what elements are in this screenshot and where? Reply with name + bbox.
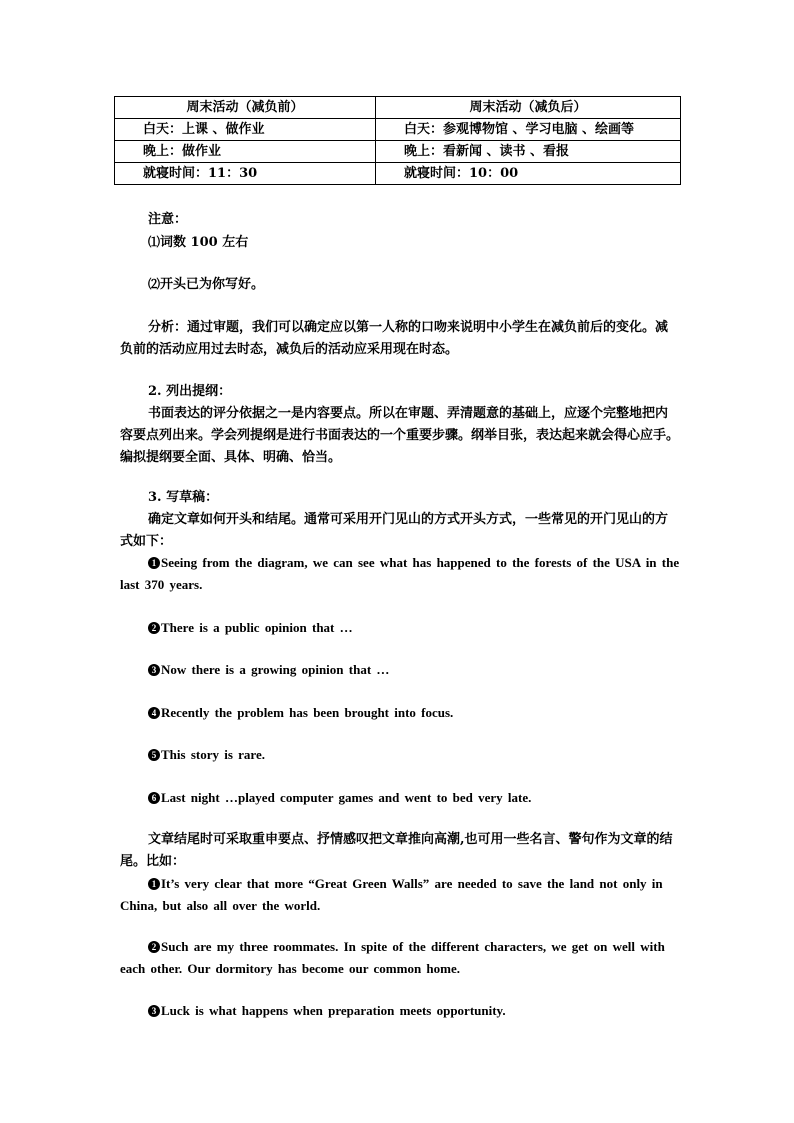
table-cell: 晚上：看新闻 、读书 、看报 xyxy=(376,141,681,163)
example-text: Now there is a growing opinion that … xyxy=(161,662,390,677)
note-number: ⑵ xyxy=(148,277,161,291)
opening-example xyxy=(120,787,680,809)
circled-number: 2 xyxy=(148,622,160,634)
example-text: It’s very clear that more “Great Green Walls” are needed to save the land not only in China, but also all over the world. xyxy=(120,876,663,913)
example-text: Such are my three roommates. In spite of the different characters, we get on well with each other. Our dormitory has become our common home. xyxy=(120,939,665,976)
example-text: Luck is what happens when preparation meets opportunity. xyxy=(161,1003,506,1018)
table-header-cell: 周末活动（减负前） xyxy=(115,97,376,119)
example-text: There is a public opinion that … xyxy=(161,620,353,635)
opening-example xyxy=(120,744,680,766)
example-text: Seeing from the diagram, we can see what has happened to the forests of the USA in the last 370 years. xyxy=(120,555,680,592)
table-header-row xyxy=(115,97,681,119)
note-text: 开头已为你写好。 xyxy=(160,277,265,292)
table-row xyxy=(115,163,681,185)
table-cell: 就寝时间：10：00 xyxy=(376,163,681,185)
note-item-2 xyxy=(120,273,680,296)
table-header-cell: 周末活动（减负后） xyxy=(376,97,681,119)
note-text: 词数 100 左右 xyxy=(160,235,249,250)
ending-example xyxy=(120,1000,680,1022)
ending-example xyxy=(120,873,680,917)
example-text: Recently the problem has been brought into focus. xyxy=(161,705,454,720)
circled-number: 1 xyxy=(148,878,160,890)
analysis-paragraph: 分析：通过审题，我们可以确定应以第一人称的口吻来说明中小学生在减负前后的变化。减负前的活动应用过去时态，减负后的活动应采用现在时态。 xyxy=(120,320,669,357)
table-cell: 白天：参观博物馆 、学习电脑 、绘画等 xyxy=(376,119,681,141)
table-row xyxy=(115,141,681,163)
circled-number: 1 xyxy=(148,557,160,569)
circled-number: 2 xyxy=(148,941,160,953)
table-cell: 白天：上课 、做作业 xyxy=(115,119,376,141)
section-3-heading: 3. 写草稿： xyxy=(148,490,219,505)
activity-table xyxy=(114,96,681,185)
table-cell: 就寝时间：11：30 xyxy=(115,163,376,185)
section-2-body: 书面表达的评分依据之一是内容要点。所以在审题、弄清题意的基础上，应逐个完整地把内容要点列出来。学会列提纲是进行书面表达的一个重要步骤。纲举目张，表达起来就会得心应手。编拟提纲要全面、具体、明确、恰当。 xyxy=(120,406,680,465)
circled-number: 6 xyxy=(148,792,160,804)
note-number: ⑴ xyxy=(148,235,161,249)
example-text: Last night …played computer games and went to bed very late. xyxy=(161,790,532,805)
ending-example xyxy=(120,936,680,980)
circled-number: 3 xyxy=(148,1005,160,1017)
example-text: This story is rare. xyxy=(161,747,265,762)
circled-number: 4 xyxy=(148,707,160,719)
note-item-1 xyxy=(120,231,680,254)
table-cell: 晚上：做作业 xyxy=(115,141,376,163)
notes-title: 注意： xyxy=(148,212,188,227)
circled-number: 3 xyxy=(148,664,160,676)
opening-example xyxy=(120,552,680,596)
opening-example xyxy=(120,659,680,681)
table-row xyxy=(115,119,681,141)
circled-number: 5 xyxy=(148,749,160,761)
section-3-intro: 确定文章如何开头和结尾。通常可采用开门见山的方式开头方式，一些常见的开门见山的方式如下： xyxy=(120,512,669,549)
ending-intro: 文章结尾时可采取重申要点、抒情感叹把文章推向高潮,也可用一些名言、警句作为文章的结尾。比如： xyxy=(120,832,673,869)
section-2-heading: 2. 列出提纲： xyxy=(148,384,232,399)
opening-example xyxy=(120,617,680,639)
opening-example xyxy=(120,702,680,724)
